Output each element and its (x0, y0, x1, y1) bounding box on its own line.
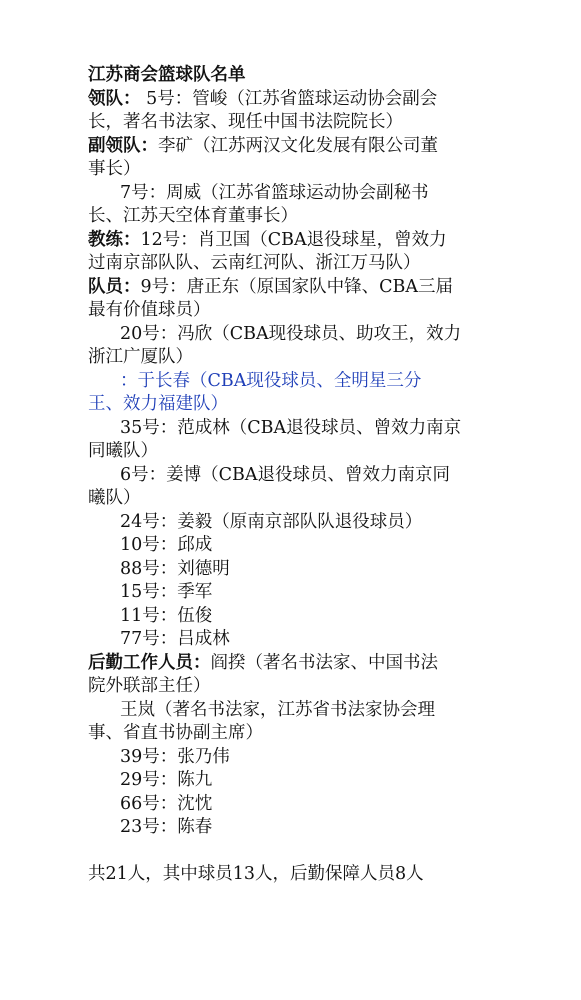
roster-line: 88号：刘德明 (120, 558, 230, 579)
roster-line: 23号：陈春 (120, 817, 213, 837)
roster-line: 同曦队） (88, 441, 158, 461)
roster-line (88, 88, 581, 112)
role-label: 队员： (88, 276, 141, 297)
roster-line: 77号：吕成林 (120, 629, 230, 649)
roster-line: 29号：陈九 (120, 770, 213, 790)
spacer (88, 840, 581, 863)
entry-text: 李矿（江苏两汉文化发展有限公司董 (158, 135, 438, 156)
entry-text: 9号：唐正东（原国家队中锋、CBA三届 (140, 276, 454, 297)
roster-line: 事长） (88, 159, 141, 179)
entry-text: 12号：肖卫国（CBA退役球星，曾效力 (140, 229, 447, 250)
roster-line: 20号：冯欣（CBA现役球员、助攻王，效力 (120, 323, 462, 344)
roster-line (88, 135, 581, 159)
roster-line: 长、江苏天空体育董事长） (88, 206, 298, 226)
roster-line: 王岚（著名书法家，江苏省书法家协会理 (120, 699, 435, 720)
highlighted-roster-line: ：于长春（CBA现役球员、全明星三分 (120, 370, 422, 391)
entry-text: 阎揆（著名书法家、中国书法 (210, 652, 438, 673)
roster-line: 39号：张乃伟 (120, 746, 230, 767)
roster-line (88, 652, 581, 676)
roster-line: 最有价值球员） (88, 300, 211, 320)
summary-line: 共21人，其中球员13人，后勤保障人员8人 (88, 863, 424, 884)
roster-line (88, 229, 581, 253)
roster-line: 过南京部队队、云南红河队、浙江万马队） (88, 253, 421, 273)
roster-line: 10号：邱成 (120, 535, 213, 555)
role-label: 领队： (88, 88, 141, 109)
roster-line: 院外联部主任） (88, 676, 211, 696)
roster-line (88, 276, 581, 300)
highlighted-roster-line: 王、效力福建队） (88, 394, 228, 414)
roster-line: 6号：姜博（CBA退役球员、曾效力南京同 (120, 464, 451, 485)
roster-line: 11号：伍俊 (120, 605, 213, 626)
roster-line: 24号：姜毅（原南京部队队退役球员） (120, 511, 423, 532)
roster-line: 66号：沈忱 (120, 793, 213, 814)
roster-line: 浙江广厦队） (88, 347, 193, 367)
entry-text: 5号：管峻（江苏省篮球运动协会副会 (140, 88, 438, 109)
role-label: 副领队： (88, 135, 158, 156)
role-label: 教练： (88, 229, 141, 250)
roster-line: 事、省直书协副主席） (88, 723, 263, 743)
roster-line: 曦队） (88, 488, 141, 508)
roster-line: 35号：范成林（CBA退役球员、曾效力南京 (120, 417, 462, 438)
document-title: 江苏商会篮球队名单 (88, 65, 246, 85)
roster-line: 15号：季军 (120, 582, 213, 602)
role-label: 后勤工作人员： (88, 652, 211, 673)
roster-line: 长，著名书法家、现任中国书法院院长） (88, 112, 403, 132)
roster-line: 7号：周威（江苏省篮球运动协会副秘书 (120, 182, 429, 203)
